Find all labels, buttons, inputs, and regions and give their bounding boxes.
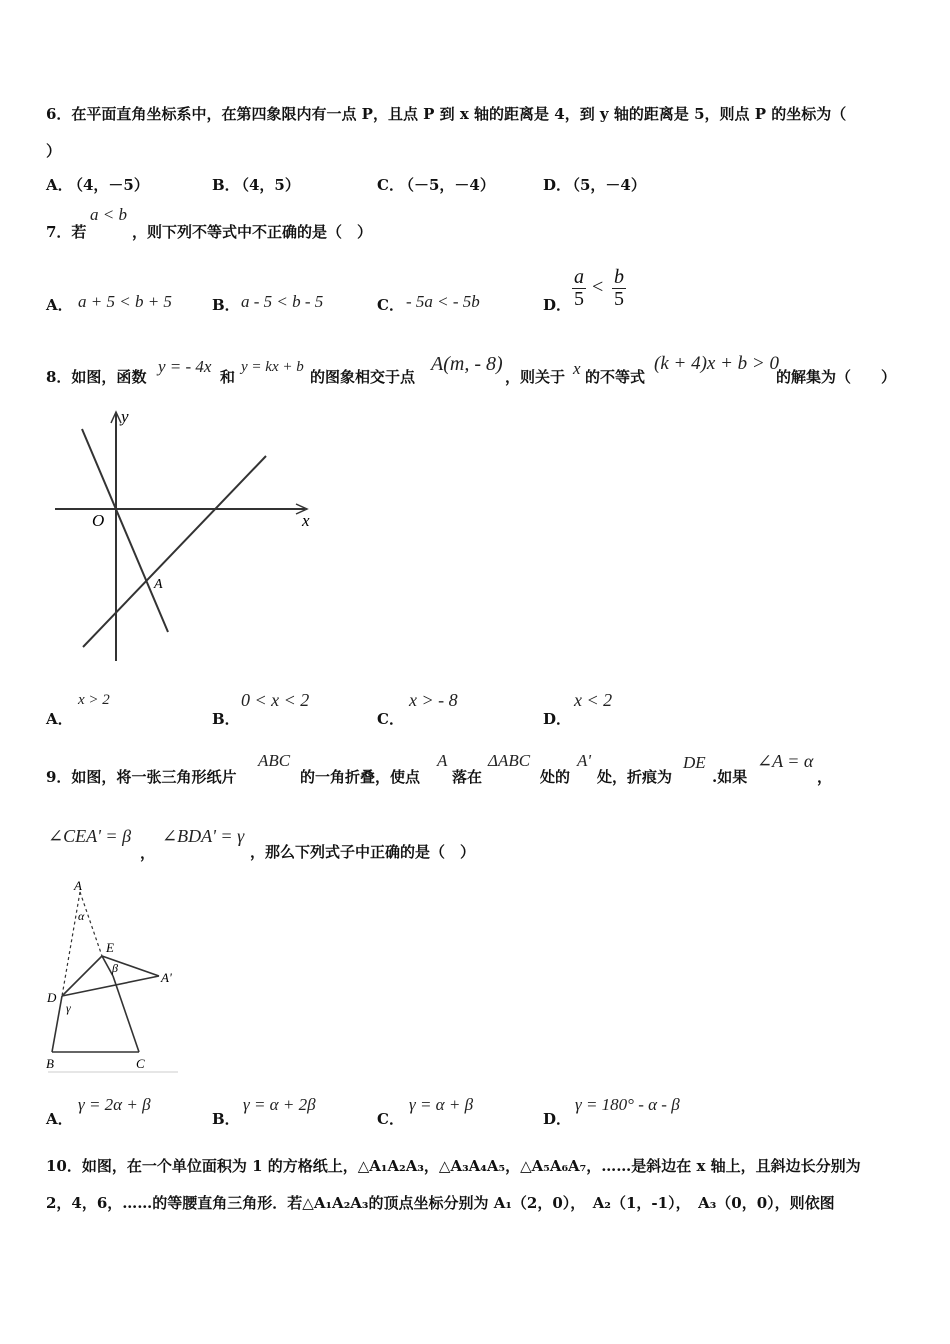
q9-point-a: A [437,751,448,770]
q6-option-c-letter: C． [377,176,404,194]
side-ce [113,976,139,1052]
q9-comma-1: ， [817,768,833,786]
label-gamma: γ [66,1001,71,1015]
q6-option-d-letter: D． [543,176,572,194]
x-axis-label: x [302,511,310,530]
point-a-label: A [154,577,163,592]
q6-option-a-letter: A． [46,176,73,194]
q7-stem-rest: ，则下列不等式中不正确的是（ ） [132,223,373,241]
q7-option-d-letter: D． [543,296,572,314]
line-y-equals-kx-plus-b [83,456,266,647]
q8-option-b-math: 0 < x < 2 [241,690,310,710]
q7-option-b-math: a - 5 < b - 5 [241,292,324,311]
crease-de [62,956,102,996]
q8-option-a-math: x > 2 [78,692,110,708]
label-d: D [47,990,57,1005]
q7-option-c-math: - 5a < - 5b [406,292,480,311]
q7-option-a-math: a + 5 < b + 5 [78,292,172,311]
q7-condition: a < b [90,205,127,224]
q9-comma-2: ， [140,844,156,862]
q8-option-b-letter: B． [212,710,240,728]
y-axis-label: y [121,407,129,426]
q7-number: 7．若 [46,223,87,241]
dashed-line-ae [80,892,102,956]
fold-da-prime [62,976,159,996]
label-e: E [106,940,114,955]
q8-option-d-math: x < 2 [574,690,613,710]
q6-option-d-text: （5，－4） [565,176,646,194]
q8-inequality: (k + 4)x + b > 0 [654,353,779,374]
q6-option-b-text: （4，5） [234,176,300,194]
label-alpha: α [78,909,85,923]
q8-point: A(m, - 8) [431,353,503,375]
q7-option-c-letter: C． [377,296,404,314]
q9-option-d-math: γ = 180° - α - β [575,1095,680,1114]
q8-function-2: y = kx + b [241,359,304,375]
q6-option-c-text: （－5，－4） [399,176,495,194]
q8-option-c-math: x > - 8 [409,690,458,710]
q6-option-b-letter: B． [212,176,240,194]
q8-option-d-letter: D． [543,710,572,728]
label-beta: β [112,961,118,975]
q8-stem-mid: 的图象相交于点 [310,368,416,386]
q9-figure [38,878,188,1078]
q8-option-c-letter: C． [377,710,404,728]
q9-option-b-letter: B． [212,1110,240,1128]
q9-option-a-math: γ = 2α + β [78,1095,151,1114]
q6-option-a-text: （4，－5） [68,176,149,194]
q9-option-c-math: γ = α + β [409,1095,474,1114]
q8-and: 和 [220,368,236,386]
q9-condition-2: ∠CEA' = β [48,826,132,846]
q9-condition-1: ∠A = α [757,751,814,771]
q8-function-1: y = - 4x [158,357,212,376]
q8-graph [50,404,330,674]
q10-line-2: 2，4，6，……的等腰直角三角形．若△A₁A₂A₃的顶点坐标分别为 A₁（2，0）， A₂（1，-1）， A₃（0，0），则依图 [46,1194,835,1212]
q9-point-a-prime: A' [577,751,592,770]
q8-stem-mid3: 的不等式 [585,368,646,386]
q9-triangle-abc: ABC [258,751,291,770]
q7-option-b-letter: B． [212,296,240,314]
q9-text-6: ，那么下列式子中正确的是（ ） [250,843,476,861]
label-c: C [136,1056,145,1071]
q9-text-4: 处，折痕为 [597,768,673,786]
fraction-1-numerator: a [574,266,584,288]
q9-crease-de: DE [683,753,706,772]
q9-text-1: 的一角折叠，使点 [300,768,421,786]
label-a: A [74,878,82,893]
q6-stem-close: ） [46,142,62,160]
q7-option-d-fraction [572,266,632,312]
line-y-equals-minus-4x [82,429,168,632]
fraction-2-denominator: 5 [614,288,624,310]
q8-number: 8．如图，函数 [46,368,147,386]
fraction-1-denominator: 5 [574,288,584,310]
label-b: B [46,1056,54,1071]
q7-option-a-letter: A． [46,296,73,314]
q8-option-a-letter: A． [46,710,73,728]
q9-option-c-letter: C． [377,1110,404,1128]
q8-variable: x [573,359,581,378]
q9-text-2: 落在 [452,768,483,786]
q9-option-a-letter: A． [46,1110,73,1128]
q10-line-1: 10．如图，在一个单位面积为 1 的方格纸上，△A₁A₂A₃，△A₃A₄A₅，△A₅A₆A₇，……是斜边在 x 轴上，且斜边长分别为 [46,1157,861,1175]
fraction-2-numerator: b [614,266,624,288]
q9-text-5: .如果 [712,768,748,786]
q8-stem-mid2: ，则关于 [505,368,566,386]
q6-stem: 6．在平面直角坐标系中，在第四象限内有一点 P，且点 P 到 x 轴的距离是 4，到 y 轴的距离是 5，则点 P 的坐标为（ [46,105,847,123]
label-a-prime: A' [161,970,172,985]
fraction-relation: < [592,276,604,298]
origin-label: O [92,511,105,530]
q9-option-d-letter: D． [543,1110,572,1128]
q9-number: 9．如图，将一张三角形纸片 [46,768,237,786]
q8-stem-end: 的解集为（ ） [776,368,897,386]
q9-triangle-symbol: ΔABC [488,751,531,770]
q9-condition-3: ∠BDA' = γ [162,826,245,846]
q9-option-b-math: γ = α + 2β [243,1095,316,1114]
q9-text-3: 处的 [540,768,571,786]
